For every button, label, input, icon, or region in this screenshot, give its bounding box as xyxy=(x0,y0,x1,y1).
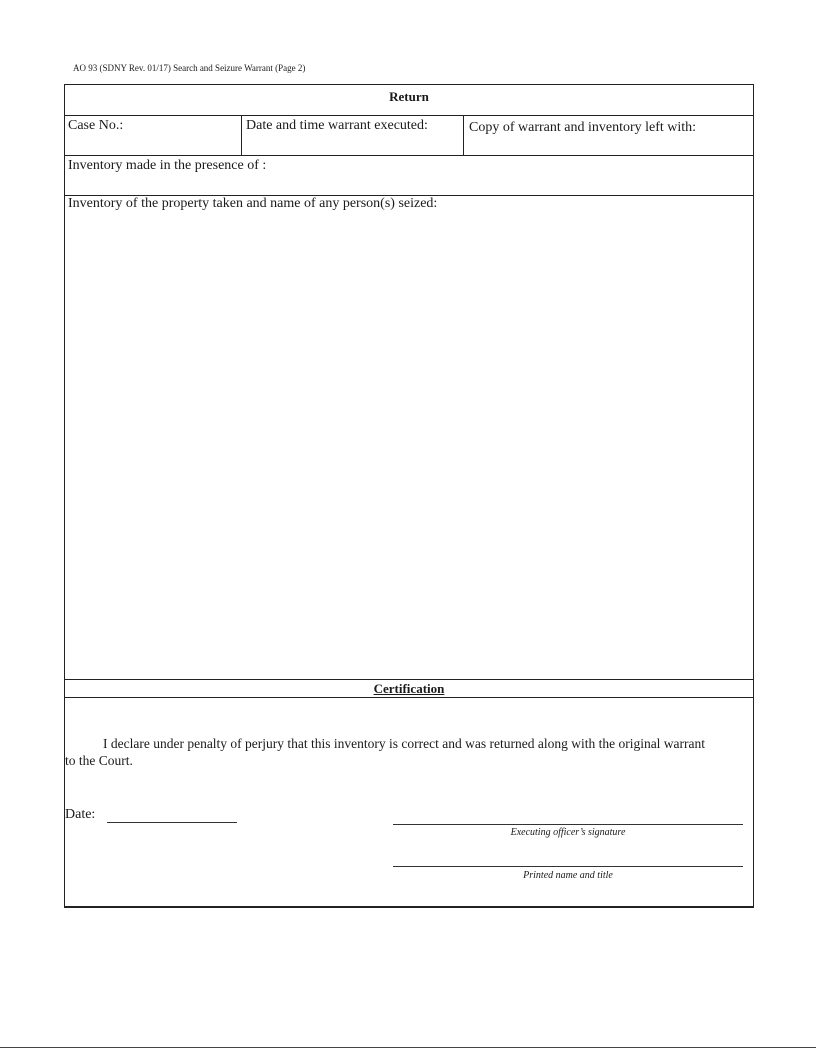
date-label: Date: xyxy=(65,807,96,822)
divider xyxy=(65,697,753,698)
signature-caption: Executing officer’s signature xyxy=(510,827,626,838)
divider xyxy=(65,115,753,116)
return-title: Return xyxy=(389,89,429,104)
signature-line xyxy=(393,824,743,825)
form-header: AO 93 (SDNY Rev. 01/17) Search and Seizure Warrant (Page 2) xyxy=(73,63,306,73)
certification-title: Certification xyxy=(373,681,445,696)
warrant-return-form xyxy=(64,84,754,908)
printed-name-caption: Printed name and title xyxy=(523,870,613,881)
date-line xyxy=(107,822,237,823)
divider xyxy=(65,155,753,156)
case-no-label: Case No.: xyxy=(68,118,124,133)
inventory-presence-label: Inventory made in the presence of : xyxy=(68,158,267,173)
divider xyxy=(241,115,242,155)
certification-statement-line2: to the Court. xyxy=(65,753,133,768)
printed-name-line xyxy=(393,866,743,867)
inventory-property-label: Inventory of the property taken and name of any person(s) seized: xyxy=(68,196,438,211)
divider xyxy=(463,115,464,155)
certification-statement-line1: I declare under penalty of perjury that this inventory is correct and was returned along with the original warrant xyxy=(103,736,706,751)
copy-left-with-label: Copy of warrant and inventory left with: xyxy=(469,120,697,135)
divider xyxy=(65,679,753,680)
date-time-executed-label: Date and time warrant executed: xyxy=(246,118,428,133)
page-footer-rule xyxy=(0,1047,816,1048)
